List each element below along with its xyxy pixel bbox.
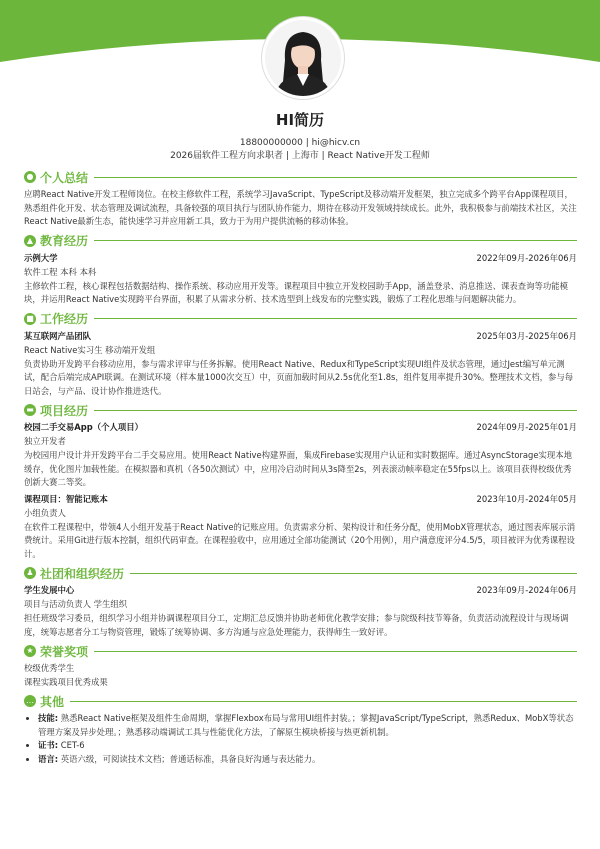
section-header <box>24 231 577 251</box>
work-row <box>24 329 577 343</box>
section-divider <box>94 651 577 652</box>
people-icon: ♟ <box>24 567 36 579</box>
other-list <box>24 712 577 766</box>
section-title: 个人总结 <box>40 170 89 185</box>
list-item <box>38 753 577 767</box>
project-text: 为校园用户设计并开发跨平台二手交易应用。使用React Native构建界面，集成Firebase实现用户认证和实时数据库。通过AsyncStorage实现本地缓存，优化图片加载性能。在模拟器和真机（各50次测试）中，应用冷启动时间从3s降至2s，列表滚动帧率稳定在55fps以上。该项目获得校级优秀创新大赛二等奖。 <box>24 450 573 487</box>
section-other <box>24 691 577 766</box>
briefcase-icon: ■ <box>24 313 36 325</box>
project-row <box>24 492 577 506</box>
section-header <box>24 400 577 420</box>
campus-row <box>24 583 577 597</box>
education-row <box>24 251 577 265</box>
education-text: 主修软件工程，核心课程包括数据结构、操作系统、移动应用开发等。课程项目中独立开发校园助手App，涵盖登录、消息推送、课表查询等功能模块，并运用React Native实现跨平台界面，积累了从需求分析、技术选型到上线发布的完整实践，锻炼了工程化思维与问题解决能力。 <box>24 280 568 304</box>
section-divider <box>94 177 577 178</box>
company-name: 某互联网产品团队 <box>24 330 91 341</box>
project-date: 2024年09月-2025年01月 <box>476 422 577 432</box>
section-header <box>24 691 577 711</box>
award-item: 课程实践项目优秀成果 <box>24 677 108 687</box>
section-title: 项目经历 <box>40 403 89 418</box>
section-divider <box>130 573 577 574</box>
section-title: 教育经历 <box>40 234 89 248</box>
school-name: 示例大学 <box>24 252 58 263</box>
folder-icon: ▬ <box>24 404 36 416</box>
project-text: 在软件工程课程中，带领4人小组开发基于React Native的记账应用。负责需求分析、架构设计和任务分配，使用MobX管理状态，通过图表库展示消费统计。采用Git进行版本控制，组织代码审查。在课程验收中，应用通过全部功能测试（20个用例），用户满意度评分4.5/5，项目被评为优秀课程设计。 <box>24 521 576 559</box>
section-title: 工作经历 <box>40 312 89 326</box>
campus-role: 项目与活动负责人 学生组织 <box>24 599 128 609</box>
item-label: 技能: <box>38 713 59 723</box>
section-campus <box>24 563 577 639</box>
contact-line: 18800000000 | hi@hicv.cn <box>239 138 361 148</box>
section-title: 其他 <box>40 694 65 709</box>
campus-date: 2023年09月-2024年06月 <box>476 585 577 595</box>
user-icon: ● <box>24 171 36 183</box>
org-name: 学生发展中心 <box>24 585 75 595</box>
section-education <box>24 231 577 307</box>
work-text: 负责协助开发跨平台移动应用，参与需求评审与任务拆解。使用React Native、Redux和TypeScript实现UI组件及状态管理，通过Jest编写单元测试，配合后端完成API联调。在测试环境（样本量1000次交互）中，页面加载时间从2.5s优化至1.8s，组件复用率提升30%。整理技术文档，参与每日站会，与产品、设计协作推进迭代。 <box>24 358 574 396</box>
section-title: 社团和组织经历 <box>40 566 125 581</box>
item-text: CET-6 <box>58 740 85 750</box>
list-item <box>38 712 577 739</box>
section-divider <box>94 410 577 411</box>
section-title: 荣誉奖项 <box>40 644 89 659</box>
section-header <box>24 309 577 329</box>
section-projects <box>24 400 577 561</box>
work-role: React Native实习生 移动端开发组 <box>24 344 156 355</box>
project-name: 课程项目：智能记账本 <box>24 493 108 504</box>
section-divider <box>70 701 577 702</box>
project-role: 独立开发者 <box>24 436 66 446</box>
education-major: 软件工程 本科 本科 <box>24 266 97 277</box>
item-label: 语言: <box>38 753 59 764</box>
item-label: 证书: <box>38 740 59 750</box>
section-awards <box>24 641 577 689</box>
section-header <box>24 563 577 583</box>
item-text: 熟悉React Native框架及组件生命周期，掌握Flexbox布局与常用UI组件封装。；掌握JavaScript/TypeScript，熟悉Redux、MobX等状态管理方案及异步处理。；熟悉移动端调试工具与性能优化方法，了解原生模块桥接与热更新机制。 <box>38 713 574 737</box>
avatar <box>262 17 344 99</box>
section-divider <box>94 240 577 241</box>
summary-text: 应聘React Native开发工程师岗位。在校主修软件工程，系统学习JavaScript、TypeScript及移动端开发框架，独立完成多个跨平台App课程项目，熟悉组件化开发、状态管理及调试流程，具备较强的项目执行与团队协作能力，期待在移动开发领域持续成长。此外，我积极参与前端技术社区，关注React Native最新生态，能快速学习并应用新工具，致力于为用户提供流畅的移动体验。 <box>24 189 577 226</box>
section-header <box>24 641 577 661</box>
resume-content <box>24 166 577 768</box>
section-header <box>24 167 577 187</box>
section-work <box>24 309 577 399</box>
award-item: 校级优秀学生 <box>24 663 75 673</box>
project-role: 小组负责人 <box>24 507 66 518</box>
project-date: 2023年10月-2024年05月 <box>476 493 577 504</box>
job-intent-line: 2026届软件工程方向求职者 | 上海市 | React Native开发工程师 <box>170 151 430 161</box>
resume-name: HI简历 <box>275 111 325 129</box>
education-date: 2022年09月-2026年06月 <box>476 252 577 263</box>
section-divider <box>94 318 577 319</box>
campus-text: 担任班级学习委员，组织学习小组并协调课程项目分工，定期汇总反馈并协助老师优化教学安排；参与院级科技节筹备，负责活动流程设计与现场调度，统筹志愿者分工与物资管理，锻炼了统筹协调、多方沟通与应急处理能力，获得师生一致好评。 <box>24 613 569 637</box>
section-summary <box>24 167 577 229</box>
item-text: 英语六级，可阅读技术文档；普通话标准，具备良好沟通与表达能力。 <box>58 753 321 764</box>
project-name: 校园二手交易App（个人项目） <box>24 422 143 432</box>
more-icon: … <box>26 696 34 705</box>
avatar-photo <box>265 20 341 96</box>
medal-icon: ★ <box>24 645 36 657</box>
list-item <box>38 739 577 753</box>
contact-info <box>0 137 600 163</box>
project-row <box>24 420 577 434</box>
graduation-icon: ▲ <box>24 235 36 247</box>
work-date: 2025年03月-2025年06月 <box>476 330 577 341</box>
